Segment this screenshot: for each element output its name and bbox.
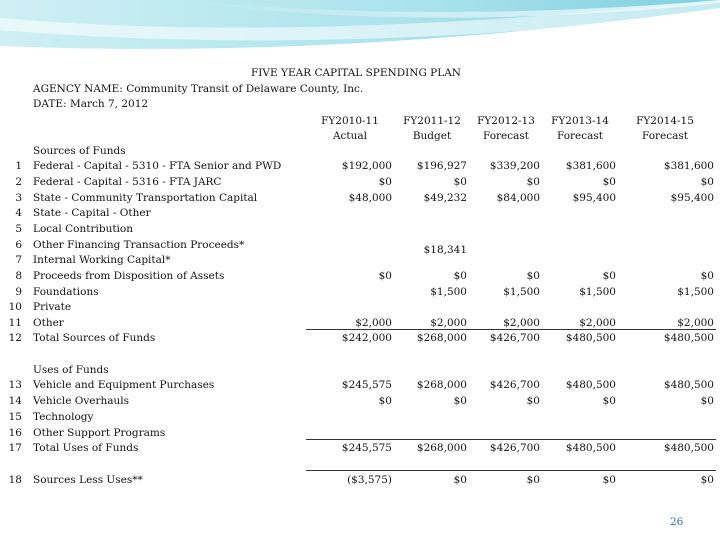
- table-cell: $0: [378, 395, 392, 407]
- row-label: Vehicle Overhauls: [33, 395, 130, 407]
- table-cell: $192,000: [341, 160, 392, 172]
- row-label: Sources Less Uses**: [33, 474, 143, 486]
- table-cell: $48,000: [348, 192, 392, 204]
- row-label: Other Support Programs: [33, 427, 166, 439]
- table-cell: $0: [602, 176, 616, 188]
- row-number: 12: [8, 332, 22, 344]
- row-number: 18: [8, 474, 22, 486]
- row-number: 1: [15, 160, 22, 172]
- table-cell: $480,500: [565, 379, 616, 391]
- table-cell: $268,000: [416, 379, 467, 391]
- table-cell: $95,400: [670, 192, 714, 204]
- table-cell: $268,000: [416, 332, 467, 344]
- table-cell: $2,000: [579, 317, 616, 329]
- subtotal-rule-uses: [306, 439, 716, 440]
- row-label: Internal Working Capital*: [33, 254, 171, 266]
- table-cell: $0: [700, 474, 714, 486]
- row-label: State - Capital - Other: [33, 207, 151, 219]
- table-cell: $2,000: [430, 317, 467, 329]
- row-label: Total Sources of Funds: [33, 332, 156, 344]
- row-label: Total Uses of Funds: [33, 442, 139, 454]
- table-cell: $0: [602, 270, 616, 282]
- table-cell: $245,575: [341, 442, 392, 454]
- row-number: 6: [15, 239, 22, 251]
- row-number: 3: [15, 192, 22, 204]
- col-header-fy2012-13: FY2012-13: [477, 115, 535, 127]
- row-number: 11: [8, 317, 22, 329]
- table-cell: $0: [700, 176, 714, 188]
- table-cell: $480,500: [565, 332, 616, 344]
- table-cell: ($3,575): [347, 474, 392, 486]
- table-cell: $0: [378, 270, 392, 282]
- col-header-fy2013-14: FY2013-14: [551, 115, 609, 127]
- table-cell: $0: [700, 395, 714, 407]
- row-label: Proceeds from Disposition of Assets: [33, 270, 225, 282]
- page-title: FIVE YEAR CAPITAL SPENDING PLAN: [251, 67, 461, 79]
- table-cell: $0: [378, 176, 392, 188]
- row-label: Federal - Capital - 5310 - FTA Senior and PWD: [33, 160, 282, 172]
- sources-heading: Sources of Funds: [33, 145, 126, 157]
- table-cell: $0: [453, 395, 467, 407]
- table-cell: $0: [602, 395, 616, 407]
- uses-heading: Uses of Funds: [33, 364, 109, 376]
- table-cell: $0: [526, 474, 540, 486]
- table-cell: $480,500: [663, 442, 714, 454]
- table-cell: $242,000: [341, 332, 392, 344]
- row-number: 2: [15, 176, 22, 188]
- table-cell: $0: [526, 270, 540, 282]
- table-cell: $1,500: [503, 286, 540, 298]
- col-header-fy2011-12: FY2011-12: [403, 115, 461, 127]
- table-cell: $1,500: [430, 286, 467, 298]
- row-label: Other: [33, 317, 64, 329]
- row-number: 5: [15, 223, 22, 235]
- table-cell: $1,500: [579, 286, 616, 298]
- row-number: 4: [15, 207, 22, 219]
- table-cell: $18,341: [423, 244, 467, 256]
- table-cell: $426,700: [489, 442, 540, 454]
- table-cell: $0: [602, 474, 616, 486]
- row-label: Federal - Capital - 5316 - FTA JARC: [33, 176, 222, 188]
- table-cell: $480,500: [565, 442, 616, 454]
- col-subheader-forecast-1: Forecast: [482, 130, 529, 142]
- header-swoosh: [0, 0, 720, 70]
- row-label: Private: [33, 301, 72, 313]
- agency-name: AGENCY NAME: Community Transit of Delaware County, Inc.: [33, 83, 364, 95]
- table-cell: $0: [453, 474, 467, 486]
- table-cell: $381,600: [565, 160, 616, 172]
- page-number: 26: [670, 516, 684, 528]
- col-header-fy2010-11: FY2010-11: [321, 115, 379, 127]
- table-cell: $339,200: [489, 160, 540, 172]
- table-cell: $0: [453, 176, 467, 188]
- row-number: 14: [8, 395, 22, 407]
- table-cell: $49,232: [423, 192, 467, 204]
- row-label: Other Financing Transaction Proceeds*: [33, 239, 245, 251]
- col-subheader-budget: Budget: [412, 130, 452, 142]
- col-subheader-forecast-2: Forecast: [556, 130, 603, 142]
- row-number: 13: [8, 379, 22, 391]
- table-cell: $2,000: [677, 317, 714, 329]
- table-cell: $0: [453, 270, 467, 282]
- report-date: DATE: March 7, 2012: [33, 98, 149, 110]
- row-number: 16: [8, 427, 22, 439]
- table-cell: $1,500: [677, 286, 714, 298]
- subtotal-rule-net: [306, 470, 716, 471]
- row-number: 8: [15, 270, 22, 282]
- row-number: 10: [8, 301, 22, 313]
- row-label: State - Community Transportation Capital: [33, 192, 258, 204]
- table-cell: $0: [526, 176, 540, 188]
- col-subheader-forecast-3: Forecast: [641, 130, 688, 142]
- table-cell: $0: [700, 270, 714, 282]
- row-label: Vehicle and Equipment Purchases: [33, 379, 215, 391]
- row-label: Local Contribution: [33, 223, 133, 235]
- row-label: Foundations: [33, 286, 99, 298]
- table-cell: $84,000: [496, 192, 540, 204]
- table-cell: $480,500: [663, 332, 714, 344]
- table-cell: $196,927: [416, 160, 467, 172]
- row-number: 9: [15, 286, 22, 298]
- table-cell: $426,700: [489, 379, 540, 391]
- subtotal-rule-sources: [306, 329, 716, 330]
- row-label: Technology: [33, 411, 94, 423]
- table-cell: $381,600: [663, 160, 714, 172]
- table-cell: $2,000: [355, 317, 392, 329]
- table-cell: $0: [526, 395, 540, 407]
- table-cell: $245,575: [341, 379, 392, 391]
- table-cell: $268,000: [416, 442, 467, 454]
- table-cell: $2,000: [503, 317, 540, 329]
- col-subheader-actual: Actual: [332, 130, 368, 142]
- table-cell: $480,500: [663, 379, 714, 391]
- row-number: 7: [15, 254, 22, 266]
- table-cell: $426,700: [489, 332, 540, 344]
- row-number: 15: [8, 411, 22, 423]
- table-cell: $95,400: [572, 192, 616, 204]
- col-header-fy2014-15: FY2014-15: [636, 115, 694, 127]
- row-number: 17: [8, 442, 22, 454]
